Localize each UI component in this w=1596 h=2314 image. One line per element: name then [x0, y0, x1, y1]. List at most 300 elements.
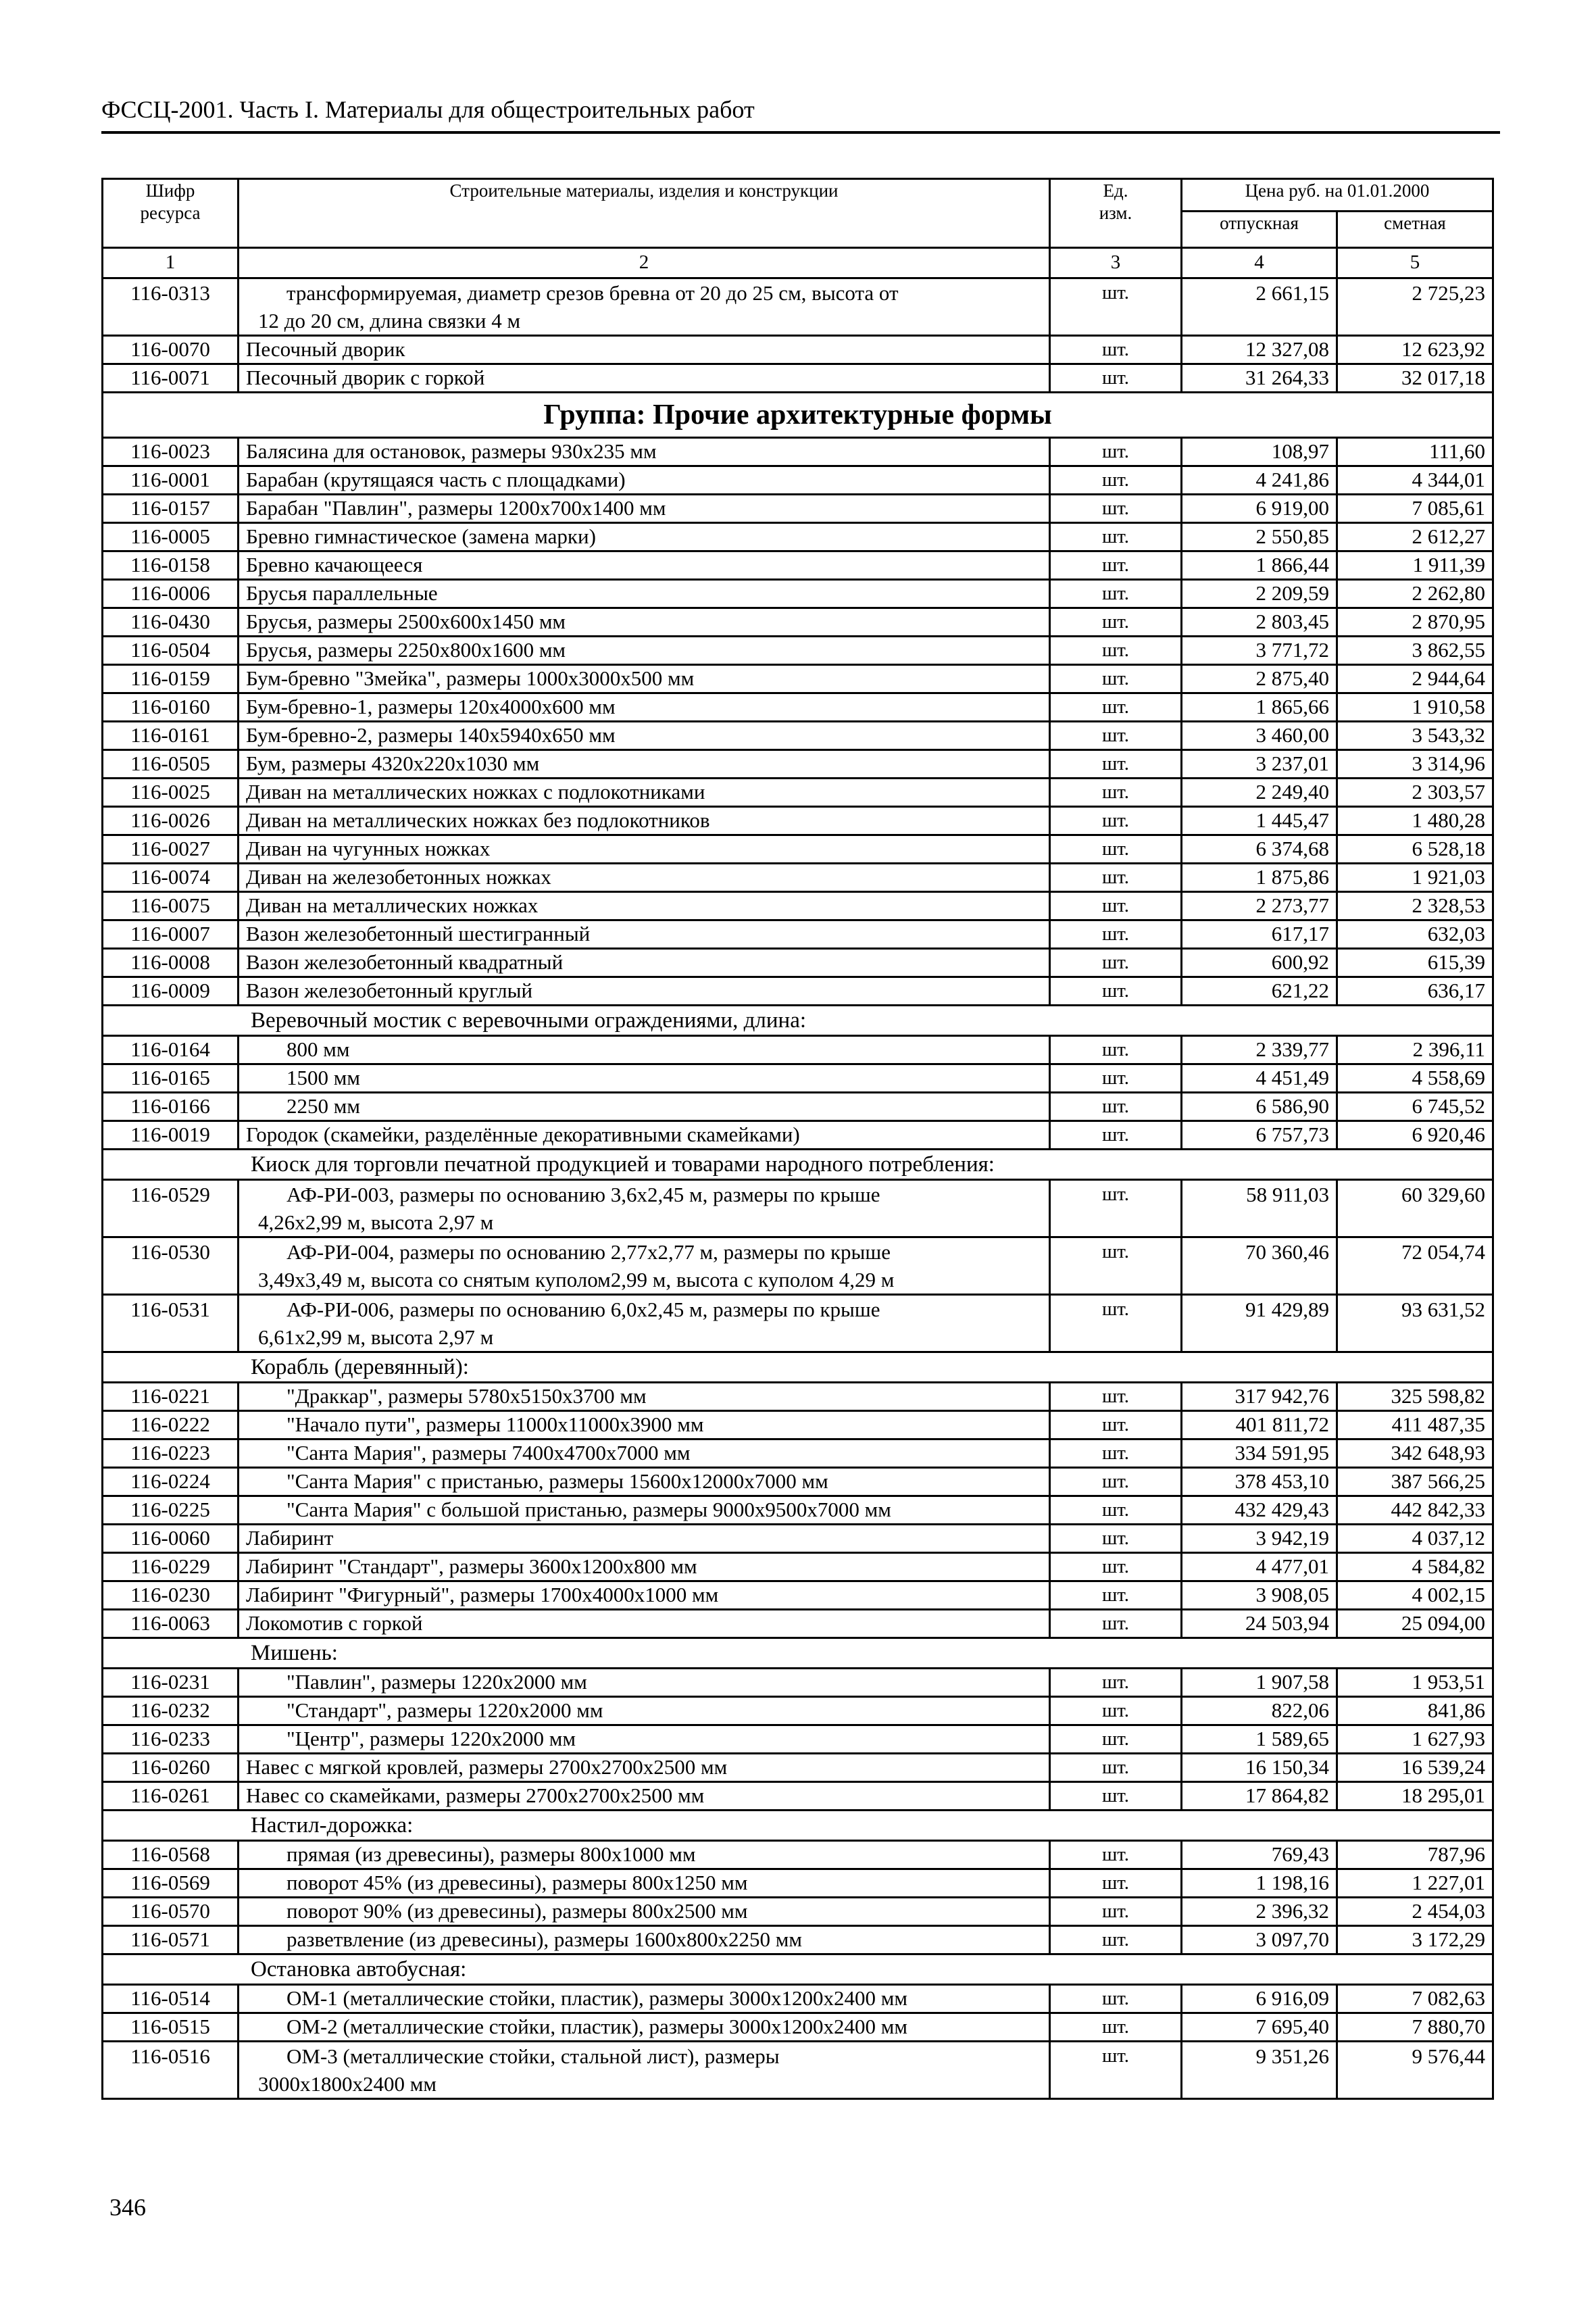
table-row [103, 1754, 1493, 1782]
item-description [239, 1237, 1050, 1295]
price-estimate: 2 944,64 [1337, 665, 1493, 693]
price-release: 6 757,73 [1182, 1121, 1337, 1150]
col-header-unit: Ед. изм. [1050, 179, 1182, 248]
price-estimate: 1 910,58 [1337, 693, 1493, 722]
table-row [103, 1725, 1493, 1754]
item-description: Бум-бревно "Змейка", размеры 1000х3000х500 мм [239, 665, 1050, 693]
table-row [103, 1782, 1493, 1811]
price-estimate: 72 054,74 [1337, 1237, 1493, 1295]
unit-of-measure: шт. [1050, 364, 1182, 393]
item-description: Песочный дворик с горкой [239, 364, 1050, 393]
table-row [103, 1898, 1493, 1926]
price-estimate: 3 314,96 [1337, 750, 1493, 779]
price-estimate: 6 920,46 [1337, 1121, 1493, 1150]
unit-of-measure: шт. [1050, 1295, 1182, 1352]
resource-code: 116-0005 [103, 523, 239, 551]
price-release: 6 374,68 [1182, 835, 1337, 864]
subheading-ship [103, 1352, 1493, 1383]
price-release: 401 811,72 [1182, 1411, 1337, 1439]
price-estimate: 7 085,61 [1337, 495, 1493, 523]
item-description: "Стандарт", размеры 1220х2000 мм [239, 1697, 1050, 1725]
price-estimate: 3 543,32 [1337, 722, 1493, 750]
table-row [103, 1237, 1493, 1295]
item-description: Диван на металлических ножках без подлокотников [239, 807, 1050, 835]
item-description: поворот 90% (из древесины), размеры 800х2500 мм [239, 1898, 1050, 1926]
resource-code: 116-0514 [103, 1985, 239, 2013]
price-release: 3 942,19 [1182, 1525, 1337, 1553]
price-estimate: 4 037,12 [1337, 1525, 1493, 1553]
item-description: Барабан (крутящаяся часть с площадками) [239, 466, 1050, 495]
unit-of-measure: шт. [1050, 1036, 1182, 1064]
unit-of-measure: шт. [1050, 1237, 1182, 1295]
price-estimate: 16 539,24 [1337, 1754, 1493, 1782]
resource-code: 116-0019 [103, 1121, 239, 1150]
item-description: Лабиринт "Фигурный", размеры 1700х4000х1000 мм [239, 1581, 1050, 1610]
table-row [103, 2013, 1493, 2042]
unit-of-measure: шт. [1050, 1553, 1182, 1581]
table-row [103, 466, 1493, 495]
item-description: Брусья параллельные [239, 580, 1050, 608]
resource-code: 116-0063 [103, 1610, 239, 1638]
price-release: 2 661,15 [1182, 278, 1337, 336]
item-description-line1: АФ-РИ-006, размеры по основанию 6,0х2,45 м, размеры по крыше [286, 1298, 880, 1321]
price-estimate: 6 745,52 [1337, 1093, 1493, 1121]
table-row [103, 1093, 1493, 1121]
price-estimate: 12 623,92 [1337, 336, 1493, 364]
price-release: 600,92 [1182, 949, 1337, 977]
price-release: 1 907,58 [1182, 1669, 1337, 1697]
price-release: 2 209,59 [1182, 580, 1337, 608]
resource-code: 116-0530 [103, 1237, 239, 1295]
price-estimate: 2 612,27 [1337, 523, 1493, 551]
item-description: Вазон железобетонный круглый [239, 977, 1050, 1006]
table-row [103, 1383, 1493, 1411]
unit-of-measure: шт. [1050, 949, 1182, 977]
price-estimate: 60 329,60 [1337, 1180, 1493, 1237]
table-row [103, 750, 1493, 779]
table-body [103, 278, 1493, 2099]
table-row [103, 1036, 1493, 1064]
price-release: 1 875,86 [1182, 864, 1337, 892]
resource-code: 116-0222 [103, 1411, 239, 1439]
unit-of-measure: шт. [1050, 920, 1182, 949]
unit-of-measure: шт. [1050, 1985, 1182, 2013]
item-description-line2: 6,61х2,99 м, высота 2,97 м [258, 1325, 494, 1349]
resource-code: 116-0505 [103, 750, 239, 779]
price-release: 3 460,00 [1182, 722, 1337, 750]
subheading-target-text: Мишень: [103, 1638, 1493, 1669]
unit-of-measure: шт. [1050, 892, 1182, 920]
unit-of-measure: шт. [1050, 336, 1182, 364]
item-description: Песочный дворик [239, 336, 1050, 364]
item-description: Диван на металлических ножках [239, 892, 1050, 920]
item-description: Городок (скамейки, разделённые декоративными скамейками) [239, 1121, 1050, 1150]
resource-code: 116-0230 [103, 1581, 239, 1610]
resource-code: 116-0161 [103, 722, 239, 750]
resource-code: 116-0515 [103, 2013, 239, 2042]
resource-code: 116-0070 [103, 336, 239, 364]
price-release: 24 503,94 [1182, 1610, 1337, 1638]
resource-code: 116-0075 [103, 892, 239, 920]
resource-code: 116-0166 [103, 1093, 239, 1121]
price-release: 769,43 [1182, 1841, 1337, 1869]
item-description: Бум-бревно-2, размеры 140х5940х650 мм [239, 722, 1050, 750]
resource-code: 116-0158 [103, 551, 239, 580]
subheading-path [103, 1811, 1493, 1841]
item-description: разветвление (из древесины), размеры 1600х800х2250 мм [239, 1926, 1050, 1954]
price-release: 58 911,03 [1182, 1180, 1337, 1237]
unit-of-measure: шт. [1050, 1496, 1182, 1525]
item-description [239, 1180, 1050, 1237]
price-release: 432 429,43 [1182, 1496, 1337, 1525]
unit-of-measure: шт. [1050, 1782, 1182, 1811]
item-description: Локомотив с горкой [239, 1610, 1050, 1638]
price-estimate: 1 627,93 [1337, 1725, 1493, 1754]
resource-code: 116-0025 [103, 779, 239, 807]
unit-of-measure: шт. [1050, 1610, 1182, 1638]
unit-of-measure: шт. [1050, 1525, 1182, 1553]
table-row [103, 1697, 1493, 1725]
item-description: "Павлин", размеры 1220х2000 мм [239, 1669, 1050, 1697]
price-release: 16 150,34 [1182, 1754, 1337, 1782]
unit-of-measure: шт. [1050, 551, 1182, 580]
price-estimate: 111,60 [1337, 438, 1493, 466]
price-release: 17 864,82 [1182, 1782, 1337, 1811]
resource-code: 116-0261 [103, 1782, 239, 1811]
price-estimate: 1 921,03 [1337, 864, 1493, 892]
table-row [103, 920, 1493, 949]
unit-of-measure: шт. [1050, 779, 1182, 807]
item-description: 1500 мм [239, 1064, 1050, 1093]
price-release: 1 198,16 [1182, 1869, 1337, 1898]
price-release: 334 591,95 [1182, 1439, 1337, 1468]
price-estimate: 4 558,69 [1337, 1064, 1493, 1093]
price-release: 6 919,00 [1182, 495, 1337, 523]
subheading-bridge-text: Веревочный мостик с веревочными ограждениями, длина: [103, 1006, 1493, 1036]
table-row [103, 1064, 1493, 1093]
price-release: 2 339,77 [1182, 1036, 1337, 1064]
table-row [103, 2042, 1493, 2099]
unit-of-measure: шт. [1050, 438, 1182, 466]
resource-code: 116-0430 [103, 608, 239, 637]
subheading-bus-stop-text: Остановка автобусная: [103, 1954, 1493, 1985]
item-description [239, 278, 1050, 336]
table-row [103, 892, 1493, 920]
resource-code: 116-0060 [103, 1525, 239, 1553]
unit-of-measure: шт. [1050, 1869, 1182, 1898]
table-row [103, 608, 1493, 637]
resource-code: 116-0233 [103, 1725, 239, 1754]
price-release: 91 429,89 [1182, 1295, 1337, 1352]
table-row [103, 1525, 1493, 1553]
table-row [103, 1553, 1493, 1581]
table-row [103, 637, 1493, 665]
item-description: Навес с мягкой кровлей, размеры 2700х2700х2500 мм [239, 1754, 1050, 1782]
price-estimate: 1 911,39 [1337, 551, 1493, 580]
price-release: 1 866,44 [1182, 551, 1337, 580]
price-estimate: 2 396,11 [1337, 1036, 1493, 1064]
item-description: Балясина для остановок, размеры 930х235 мм [239, 438, 1050, 466]
resource-code: 116-0164 [103, 1036, 239, 1064]
unit-of-measure: шт. [1050, 523, 1182, 551]
price-release: 9 351,26 [1182, 2042, 1337, 2099]
page-number: 346 [109, 2194, 146, 2221]
table-row [103, 1869, 1493, 1898]
unit-of-measure: шт. [1050, 637, 1182, 665]
unit-of-measure: шт. [1050, 1093, 1182, 1121]
resource-code: 116-0225 [103, 1496, 239, 1525]
item-description-line1: ОМ-3 (металлические стойки, стальной лист), размеры [286, 2044, 780, 2068]
item-description: "Санта Мария" с большой пристанью, размеры 9000х9500х7000 мм [239, 1496, 1050, 1525]
item-description: Бревно гимнастическое (замена марки) [239, 523, 1050, 551]
price-estimate: 9 576,44 [1337, 2042, 1493, 2099]
unit-of-measure: шт. [1050, 1725, 1182, 1754]
resource-code: 116-0023 [103, 438, 239, 466]
resource-code: 116-0229 [103, 1553, 239, 1581]
item-description: Лабиринт "Стандарт", размеры 3600х1200х800 мм [239, 1553, 1050, 1581]
resource-code: 116-0570 [103, 1898, 239, 1926]
price-release: 6 586,90 [1182, 1093, 1337, 1121]
unit-of-measure: шт. [1050, 665, 1182, 693]
unit-of-measure: шт. [1050, 693, 1182, 722]
unit-of-measure: шт. [1050, 1697, 1182, 1725]
price-estimate: 4 344,01 [1337, 466, 1493, 495]
item-description: Брусья, размеры 2250х800х1600 мм [239, 637, 1050, 665]
resource-code: 116-0165 [103, 1064, 239, 1093]
resource-code: 116-0571 [103, 1926, 239, 1954]
price-estimate: 636,17 [1337, 977, 1493, 1006]
price-estimate: 93 631,52 [1337, 1295, 1493, 1352]
item-description: прямая (из древесины), размеры 800х1000 мм [239, 1841, 1050, 1869]
table-row [103, 523, 1493, 551]
unit-of-measure: шт. [1050, 1898, 1182, 1926]
price-release: 1 865,66 [1182, 693, 1337, 722]
price-estimate: 2 328,53 [1337, 892, 1493, 920]
unit-of-measure: шт. [1050, 835, 1182, 864]
resource-code: 116-0160 [103, 693, 239, 722]
resource-code: 116-0260 [103, 1754, 239, 1782]
unit-of-measure: шт. [1050, 495, 1182, 523]
table-row [103, 364, 1493, 393]
price-release: 2 249,40 [1182, 779, 1337, 807]
item-description: "Начало пути", размеры 11000х11000х3900 мм [239, 1411, 1050, 1439]
item-description: ОМ-2 (металлические стойки, пластик), размеры 3000х1200х2400 мм [239, 2013, 1050, 2042]
unit-of-measure: шт. [1050, 278, 1182, 336]
item-description-line2: 4,26х2,99 м, высота 2,97 м [258, 1210, 494, 1234]
resource-code: 116-0001 [103, 466, 239, 495]
price-estimate: 7 880,70 [1337, 2013, 1493, 2042]
unit-of-measure: шт. [1050, 807, 1182, 835]
price-estimate: 18 295,01 [1337, 1782, 1493, 1811]
unit-of-measure: шт. [1050, 1669, 1182, 1697]
table-row [103, 580, 1493, 608]
price-release: 6 916,09 [1182, 1985, 1337, 2013]
unit-of-measure: шт. [1050, 1581, 1182, 1610]
price-estimate: 6 528,18 [1337, 835, 1493, 864]
price-estimate: 3 172,29 [1337, 1926, 1493, 1954]
price-estimate: 2 454,03 [1337, 1898, 1493, 1926]
item-description: "Санта Мария" с пристанью, размеры 15600х12000х7000 мм [239, 1468, 1050, 1496]
resource-code: 116-0569 [103, 1869, 239, 1898]
unit-of-measure: шт. [1050, 1064, 1182, 1093]
table-row [103, 1985, 1493, 2013]
item-description-line2: 3000х1800х2400 мм [258, 2072, 437, 2096]
unit-of-measure: шт. [1050, 2042, 1182, 2099]
price-estimate: 3 862,55 [1337, 637, 1493, 665]
table-row [103, 1295, 1493, 1352]
resource-code: 116-0074 [103, 864, 239, 892]
price-release: 2 396,32 [1182, 1898, 1337, 1926]
subheading-path-text: Настил-дорожка: [103, 1811, 1493, 1841]
table-row [103, 1180, 1493, 1237]
item-description: "Центр", размеры 1220х2000 мм [239, 1725, 1050, 1754]
item-description: Бревно качающееся [239, 551, 1050, 580]
price-estimate: 2 303,57 [1337, 779, 1493, 807]
item-description: Навес со скамейками, размеры 2700х2700х2500 мм [239, 1782, 1050, 1811]
price-estimate: 7 082,63 [1337, 1985, 1493, 2013]
unit-of-measure: шт. [1050, 1383, 1182, 1411]
table-row [103, 1121, 1493, 1150]
unit-of-measure: шт. [1050, 1468, 1182, 1496]
price-estimate: 787,96 [1337, 1841, 1493, 1869]
price-release: 1 589,65 [1182, 1725, 1337, 1754]
table-row [103, 1496, 1493, 1525]
price-estimate: 2 262,80 [1337, 580, 1493, 608]
resource-code: 116-0231 [103, 1669, 239, 1697]
price-estimate: 2 870,95 [1337, 608, 1493, 637]
price-estimate: 342 648,93 [1337, 1439, 1493, 1468]
price-table [101, 178, 1494, 2100]
resource-code: 116-0516 [103, 2042, 239, 2099]
resource-code: 116-0008 [103, 949, 239, 977]
resource-code: 116-0568 [103, 1841, 239, 1869]
resource-code: 116-0006 [103, 580, 239, 608]
table-row [103, 779, 1493, 807]
item-description: 2250 мм [239, 1093, 1050, 1121]
unit-of-measure: шт. [1050, 1439, 1182, 1468]
item-description: "Санта Мария", размеры 7400х4700х7000 мм [239, 1439, 1050, 1468]
table-row [103, 336, 1493, 364]
subheading-ship-text: Корабль (деревянный): [103, 1352, 1493, 1383]
unit-of-measure: шт. [1050, 580, 1182, 608]
unit-of-measure: шт. [1050, 466, 1182, 495]
table-row [103, 1610, 1493, 1638]
resource-code: 116-0223 [103, 1439, 239, 1468]
table-row [103, 665, 1493, 693]
unit-of-measure: шт. [1050, 977, 1182, 1006]
unit-of-measure: шт. [1050, 750, 1182, 779]
col-header-price-release: отпускная [1182, 212, 1337, 248]
item-description: Лабиринт [239, 1525, 1050, 1553]
table-row [103, 1468, 1493, 1496]
table-row [103, 977, 1493, 1006]
price-release: 108,97 [1182, 438, 1337, 466]
resource-code: 116-0159 [103, 665, 239, 693]
table-row [103, 278, 1493, 336]
unit-of-measure: шт. [1050, 2013, 1182, 2042]
resource-code: 116-0313 [103, 278, 239, 336]
price-release: 2 875,40 [1182, 665, 1337, 693]
price-release: 70 360,46 [1182, 1237, 1337, 1295]
price-release: 2 273,77 [1182, 892, 1337, 920]
item-description: Барабан "Павлин", размеры 1200х700х1400 мм [239, 495, 1050, 523]
price-release: 3 771,72 [1182, 637, 1337, 665]
unit-of-measure: шт. [1050, 864, 1182, 892]
group-heading-text: Группа: Прочие архитектурные формы [103, 393, 1493, 438]
item-description: ОМ-1 (металлические стойки, пластик), размеры 3000х1200х2400 мм [239, 1985, 1050, 2013]
price-estimate: 325 598,82 [1337, 1383, 1493, 1411]
page-header-title: ФССЦ-2001. Часть I. Материалы для общестроительных работ [101, 93, 1500, 134]
table-row [103, 551, 1493, 580]
table-row [103, 835, 1493, 864]
price-release: 4 451,49 [1182, 1064, 1337, 1093]
table-row [103, 864, 1493, 892]
subheading-target [103, 1638, 1493, 1669]
col-header-code: Шифр ресурса [103, 179, 239, 248]
price-estimate: 25 094,00 [1337, 1610, 1493, 1638]
price-estimate: 632,03 [1337, 920, 1493, 949]
price-estimate: 4 002,15 [1337, 1581, 1493, 1610]
col-header-price-estimate: сметная [1337, 212, 1493, 248]
item-description-line1: трансформируемая, диаметр срезов бревна от 20 до 25 см, высота от [286, 281, 899, 305]
table-row [103, 438, 1493, 466]
price-estimate: 1 227,01 [1337, 1869, 1493, 1898]
table-row [103, 949, 1493, 977]
price-release: 621,22 [1182, 977, 1337, 1006]
table-row [103, 722, 1493, 750]
resource-code: 116-0531 [103, 1295, 239, 1352]
resource-code: 116-0529 [103, 1180, 239, 1237]
item-description-line2: 3,49х3,49 м, высота со снятым куполом2,99 м, высота с куполом 4,29 м [258, 1268, 895, 1291]
subheading-bus-stop [103, 1954, 1493, 1985]
resource-code: 116-0504 [103, 637, 239, 665]
price-release: 2 550,85 [1182, 523, 1337, 551]
resource-code: 116-0027 [103, 835, 239, 864]
price-release: 3 097,70 [1182, 1926, 1337, 1954]
item-description-line1: АФ-РИ-004, размеры по основанию 2,77х2,77 м, размеры по крыше [286, 1240, 891, 1264]
unit-of-measure: шт. [1050, 1121, 1182, 1150]
item-description: 800 мм [239, 1036, 1050, 1064]
price-release: 4 241,86 [1182, 466, 1337, 495]
item-description: Диван на металлических ножках с подлокотниками [239, 779, 1050, 807]
price-estimate: 2 725,23 [1337, 278, 1493, 336]
resource-code: 116-0071 [103, 364, 239, 393]
resource-code: 116-0007 [103, 920, 239, 949]
table-row [103, 1439, 1493, 1468]
unit-of-measure: шт. [1050, 1180, 1182, 1237]
price-release: 4 477,01 [1182, 1553, 1337, 1581]
price-release: 822,06 [1182, 1697, 1337, 1725]
item-description: поворот 45% (из древесины), размеры 800х1250 мм [239, 1869, 1050, 1898]
unit-of-measure: шт. [1050, 1926, 1182, 1954]
subheading-kiosk [103, 1150, 1493, 1180]
price-estimate: 1 953,51 [1337, 1669, 1493, 1697]
price-release: 3 908,05 [1182, 1581, 1337, 1610]
price-estimate: 4 584,82 [1337, 1553, 1493, 1581]
price-estimate: 841,86 [1337, 1697, 1493, 1725]
unit-of-measure: шт. [1050, 1411, 1182, 1439]
price-release: 12 327,08 [1182, 336, 1337, 364]
unit-of-measure: шт. [1050, 608, 1182, 637]
price-release: 1 445,47 [1182, 807, 1337, 835]
price-estimate: 615,39 [1337, 949, 1493, 977]
table-row [103, 1841, 1493, 1869]
item-description [239, 2042, 1050, 2099]
price-release: 31 264,33 [1182, 364, 1337, 393]
table-row [103, 1669, 1493, 1697]
price-estimate: 411 487,35 [1337, 1411, 1493, 1439]
subheading-kiosk-text: Киоск для торговли печатной продукцией и товарами народного потребления: [103, 1150, 1493, 1180]
